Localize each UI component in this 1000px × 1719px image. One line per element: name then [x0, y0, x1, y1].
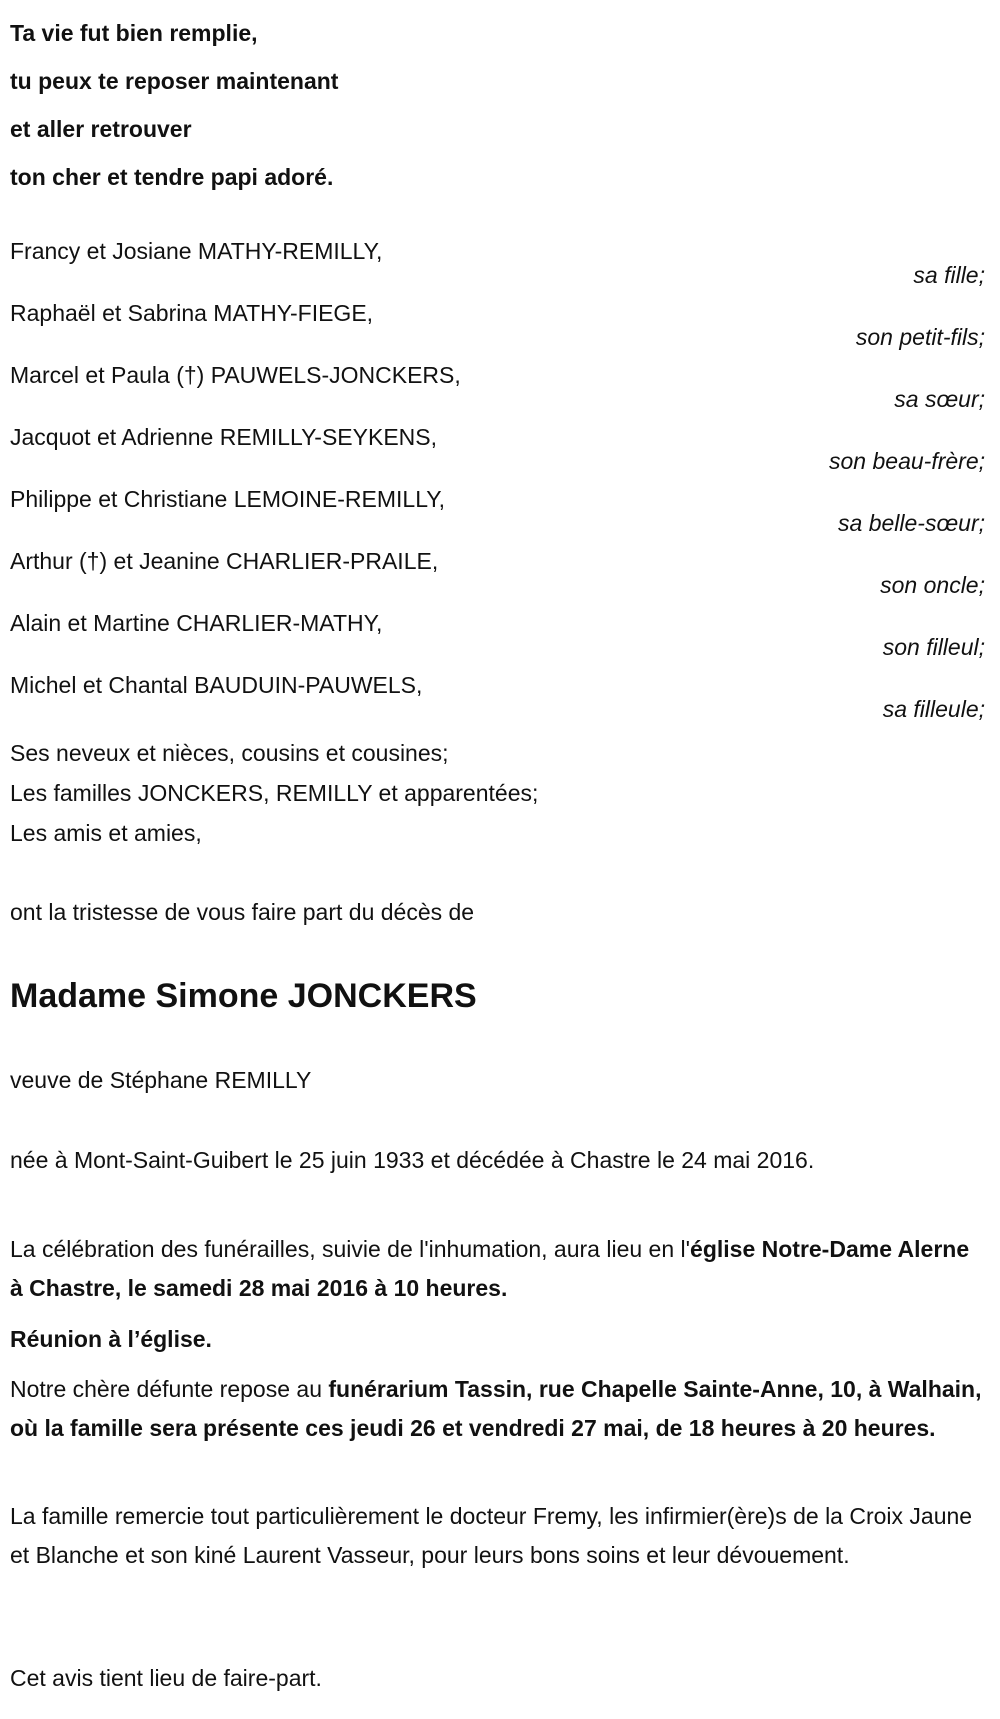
meeting-info: Réunion à l’église. — [10, 1326, 212, 1352]
family-name: Philippe et Christiane LEMOINE-REMILLY, — [10, 486, 446, 512]
rest-text: Notre chère défunte repose au — [10, 1376, 329, 1402]
poem-line: tu peux te reposer maintenant — [10, 68, 339, 94]
widow-of: veuve de Stéphane REMILLY — [10, 1067, 312, 1093]
poem-line: et aller retrouver — [10, 116, 192, 142]
family-entry — [10, 603, 985, 665]
family-name: Jacquot et Adrienne REMILLY-SEYKENS, — [10, 424, 438, 450]
family-relation: son filleul; — [882, 634, 985, 660]
announcement: ont la tristesse de vous faire part du décès de — [10, 899, 475, 925]
family-entry — [10, 417, 985, 479]
other-relatives — [10, 733, 985, 853]
poem-line: ton cher et tendre papi adoré. — [10, 164, 334, 190]
family-relation: sa fille; — [913, 262, 985, 288]
family-name: Raphaël et Sabrina MATHY-FIEGE, — [10, 300, 374, 326]
family-entry — [10, 479, 985, 541]
family-name: Marcel et Paula (†) PAUWELS-JONCKERS, — [10, 362, 461, 388]
family-relation: sa sœur; — [894, 386, 985, 412]
ceremony-place: église Notre-Dame Alerne à Chastre, le samedi 28 mai 2016 à 10 heures. — [10, 1236, 970, 1301]
rest-info — [10, 1370, 985, 1448]
family-relation: sa filleule; — [882, 696, 985, 722]
rest-place: funérarium Tassin, rue Chapelle Sainte-Anne, 10, à Walhain, où la famille sera présente ces jeudi 26 et vendredi 27 mai, de 18 heures à 20 heures. — [10, 1376, 982, 1441]
family-entry — [10, 541, 985, 603]
family-list — [10, 231, 985, 727]
relatives-line: Les familles JONCKERS, REMILLY et apparentées; — [10, 780, 539, 806]
relatives-line: Les amis et amies, — [10, 820, 202, 846]
ceremony-info — [10, 1230, 985, 1308]
family-entry — [10, 293, 985, 355]
family-entry — [10, 231, 985, 293]
family-relation: son petit-fils; — [855, 324, 985, 350]
family-name: Arthur (†) et Jeanine CHARLIER-PRAILE, — [10, 548, 439, 574]
family-entry — [10, 665, 985, 727]
family-name: Francy et Josiane MATHY-REMILLY, — [10, 238, 383, 264]
poem-line: Ta vie fut bien remplie, — [10, 20, 258, 46]
ceremony-text: La célébration des funérailles, suivie de l'inhumation, aura lieu en l' — [10, 1236, 691, 1262]
family-entry — [10, 355, 985, 417]
poem — [10, 9, 985, 201]
closing-note: Cet avis tient lieu de faire-part. — [10, 1665, 322, 1691]
thanks: La famille remercie tout particulièrement le docteur Fremy, les infirmier(ère)s de la Croix Jaune et Blanche et son kiné Laurent Vasseur, pour leurs bons soins et leur dévouement. — [10, 1503, 973, 1568]
family-relation: sa belle-sœur; — [838, 510, 985, 536]
family-name: Alain et Martine CHARLIER-MATHY, — [10, 610, 383, 636]
birth-death: née à Mont-Saint-Guibert le 25 juin 1933 et décédée à Chastre le 24 mai 2016. — [10, 1147, 815, 1173]
deceased-name: Madame Simone JONCKERS — [10, 977, 477, 1015]
family-relation: son oncle; — [880, 572, 985, 598]
family-relation: son beau-frère; — [829, 448, 985, 474]
relatives-line: Ses neveux et nièces, cousins et cousines; — [10, 740, 449, 766]
family-name: Michel et Chantal BAUDUIN-PAUWELS, — [10, 672, 423, 698]
